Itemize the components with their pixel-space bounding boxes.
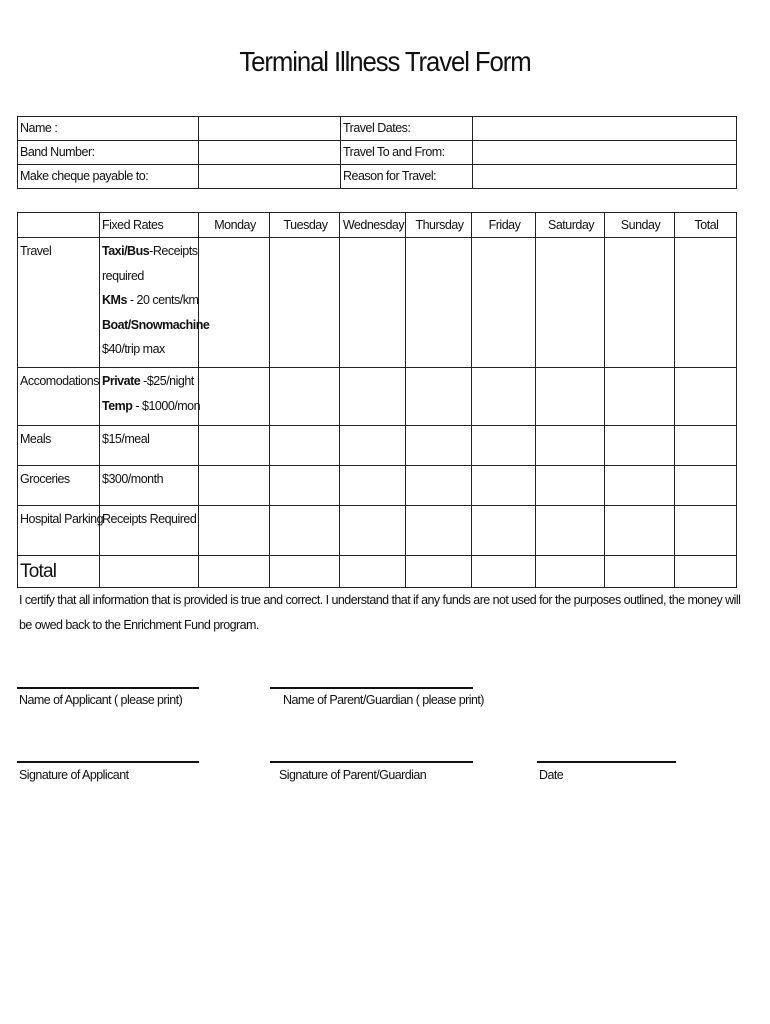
- reason-label: Reason for Travel:: [341, 165, 473, 189]
- accommodations-rate-private-detail: -$25/night: [140, 374, 194, 388]
- band-number-label: Band Number:: [18, 141, 199, 165]
- day-cell[interactable]: [270, 466, 340, 506]
- header-friday: Friday: [472, 213, 536, 238]
- travel-rate-taxi-detail: -Receipts: [149, 244, 198, 258]
- header-thursday: Thursday: [406, 213, 472, 238]
- accommodations-rate-temp: Temp: [102, 398, 133, 413]
- total-rate-cell: [100, 556, 199, 588]
- cheque-payable-label: Make cheque payable to:: [18, 165, 199, 189]
- header-sunday: Sunday: [605, 213, 675, 238]
- guardian-signature-line[interactable]: [270, 761, 473, 763]
- day-total-cell[interactable]: [406, 556, 472, 588]
- day-cell[interactable]: [605, 238, 675, 368]
- day-cell[interactable]: [472, 368, 536, 426]
- expense-row-meals: [18, 426, 737, 466]
- travel-rate-kms-detail: - 20 cents/km: [126, 293, 199, 307]
- expense-row-accommodations: [18, 368, 737, 426]
- expense-row-total: [18, 556, 737, 588]
- day-cell[interactable]: [270, 238, 340, 368]
- applicant-signature-line[interactable]: [17, 761, 199, 763]
- date-line[interactable]: [537, 761, 676, 763]
- guardian-name-label: Name of Parent/Guardian ( please print): [283, 693, 484, 707]
- row-total-cell[interactable]: [675, 368, 737, 426]
- header-tuesday: Tuesday: [270, 213, 340, 238]
- info-row: [18, 165, 737, 189]
- day-cell[interactable]: [472, 426, 536, 466]
- day-cell[interactable]: [270, 506, 340, 556]
- accommodations-rate: [100, 368, 199, 426]
- applicant-signature-label: Signature of Applicant: [19, 768, 129, 782]
- day-cell[interactable]: [406, 466, 472, 506]
- travel-rate-trip-max: $40/trip max: [102, 342, 165, 356]
- header-blank: [18, 213, 100, 238]
- row-total-cell[interactable]: [675, 506, 737, 556]
- day-cell[interactable]: [340, 466, 406, 506]
- info-row: [18, 117, 737, 141]
- form-title: Terminal Illness Travel Form: [239, 46, 531, 77]
- day-cell[interactable]: [472, 466, 536, 506]
- travel-rate-kms: KMs: [102, 293, 127, 307]
- info-row: [18, 141, 737, 165]
- travel-rate-taxi: Taxi/Bus: [102, 244, 150, 258]
- day-cell[interactable]: [536, 368, 605, 426]
- day-cell[interactable]: [199, 426, 270, 466]
- groceries-label: Groceries: [18, 466, 100, 506]
- hospital-parking-label: Hospital Parking: [18, 506, 100, 556]
- row-total-cell[interactable]: [675, 426, 737, 466]
- expense-row-groceries: [18, 466, 737, 506]
- day-cell[interactable]: [605, 466, 675, 506]
- reason-field[interactable]: [473, 165, 737, 189]
- date-label: Date: [539, 768, 564, 782]
- day-cell[interactable]: [199, 506, 270, 556]
- total-label: Total: [18, 556, 100, 588]
- header-monday: Monday: [199, 213, 270, 238]
- day-cell[interactable]: [199, 466, 270, 506]
- day-cell[interactable]: [340, 506, 406, 556]
- travel-dates-field[interactable]: [473, 117, 737, 141]
- travel-dates-label: Travel Dates:: [341, 117, 473, 141]
- travel-to-from-label: Travel To and From:: [341, 141, 473, 165]
- travel-rate-boat: Boat/Snowmachine: [102, 317, 210, 332]
- expense-row-hospital-parking: [18, 506, 737, 556]
- travel-rate-required: required: [102, 268, 144, 283]
- day-cell[interactable]: [406, 426, 472, 466]
- day-cell[interactable]: [605, 368, 675, 426]
- day-cell[interactable]: [536, 506, 605, 556]
- guardian-name-line[interactable]: [270, 687, 473, 689]
- cheque-payable-field[interactable]: [199, 165, 341, 189]
- day-cell[interactable]: [199, 238, 270, 368]
- applicant-name-label: Name of Applicant ( please print): [19, 693, 183, 707]
- day-cell[interactable]: [406, 506, 472, 556]
- day-cell[interactable]: [406, 238, 472, 368]
- band-number-field[interactable]: [199, 141, 341, 165]
- expense-table: [17, 212, 737, 588]
- row-total-cell[interactable]: [675, 466, 737, 506]
- day-total-cell[interactable]: [340, 556, 406, 588]
- day-cell[interactable]: [536, 238, 605, 368]
- day-cell[interactable]: [340, 368, 406, 426]
- accommodations-rate-temp-detail: - $1000/mon: [132, 398, 201, 413]
- row-total-cell[interactable]: [675, 238, 737, 368]
- header-fixed-rates: Fixed Rates: [100, 213, 199, 238]
- header-total: Total: [675, 213, 737, 238]
- day-cell[interactable]: [536, 426, 605, 466]
- travel-to-from-field[interactable]: [473, 141, 737, 165]
- header-saturday: Saturday: [536, 213, 605, 238]
- meals-label: Meals: [18, 426, 100, 466]
- travel-label: Travel: [18, 238, 100, 368]
- day-cell[interactable]: [605, 506, 675, 556]
- day-cell[interactable]: [536, 466, 605, 506]
- day-cell[interactable]: [340, 426, 406, 466]
- day-cell[interactable]: [406, 368, 472, 426]
- day-cell[interactable]: [270, 368, 340, 426]
- day-total-cell[interactable]: [472, 556, 536, 588]
- meals-rate: $15/meal: [100, 426, 199, 466]
- grand-total-cell[interactable]: [675, 556, 737, 588]
- day-cell[interactable]: [199, 368, 270, 426]
- day-cell[interactable]: [270, 426, 340, 466]
- day-cell[interactable]: [472, 506, 536, 556]
- accommodations-rate-private: Private: [102, 374, 141, 388]
- guardian-signature-label: Signature of Parent/Guardian: [279, 768, 427, 782]
- day-total-cell[interactable]: [270, 556, 340, 588]
- applicant-name-line[interactable]: [17, 687, 199, 689]
- expense-row-travel: [18, 238, 737, 368]
- name-label: Name :: [18, 117, 199, 141]
- expense-header-row: [18, 213, 737, 238]
- accommodations-label: Accomodations: [18, 368, 100, 426]
- header-wednesday: Wednesday: [340, 213, 406, 238]
- certification-statement: I certify that all information that is provided is true and correct. I understand that if any funds are not used for the purposes outlined, the money will be owed back to the Enrichment Fund program.: [19, 593, 741, 632]
- day-cell[interactable]: [605, 426, 675, 466]
- groceries-rate: $300/month: [100, 466, 199, 506]
- day-cell[interactable]: [340, 238, 406, 368]
- day-total-cell[interactable]: [605, 556, 675, 588]
- hospital-parking-rate: Receipts Required: [100, 506, 199, 556]
- day-cell[interactable]: [472, 238, 536, 368]
- day-total-cell[interactable]: [199, 556, 270, 588]
- applicant-info-table: [17, 116, 737, 189]
- name-field[interactable]: [199, 117, 341, 141]
- travel-rate: [100, 238, 210, 368]
- day-total-cell[interactable]: [536, 556, 605, 588]
